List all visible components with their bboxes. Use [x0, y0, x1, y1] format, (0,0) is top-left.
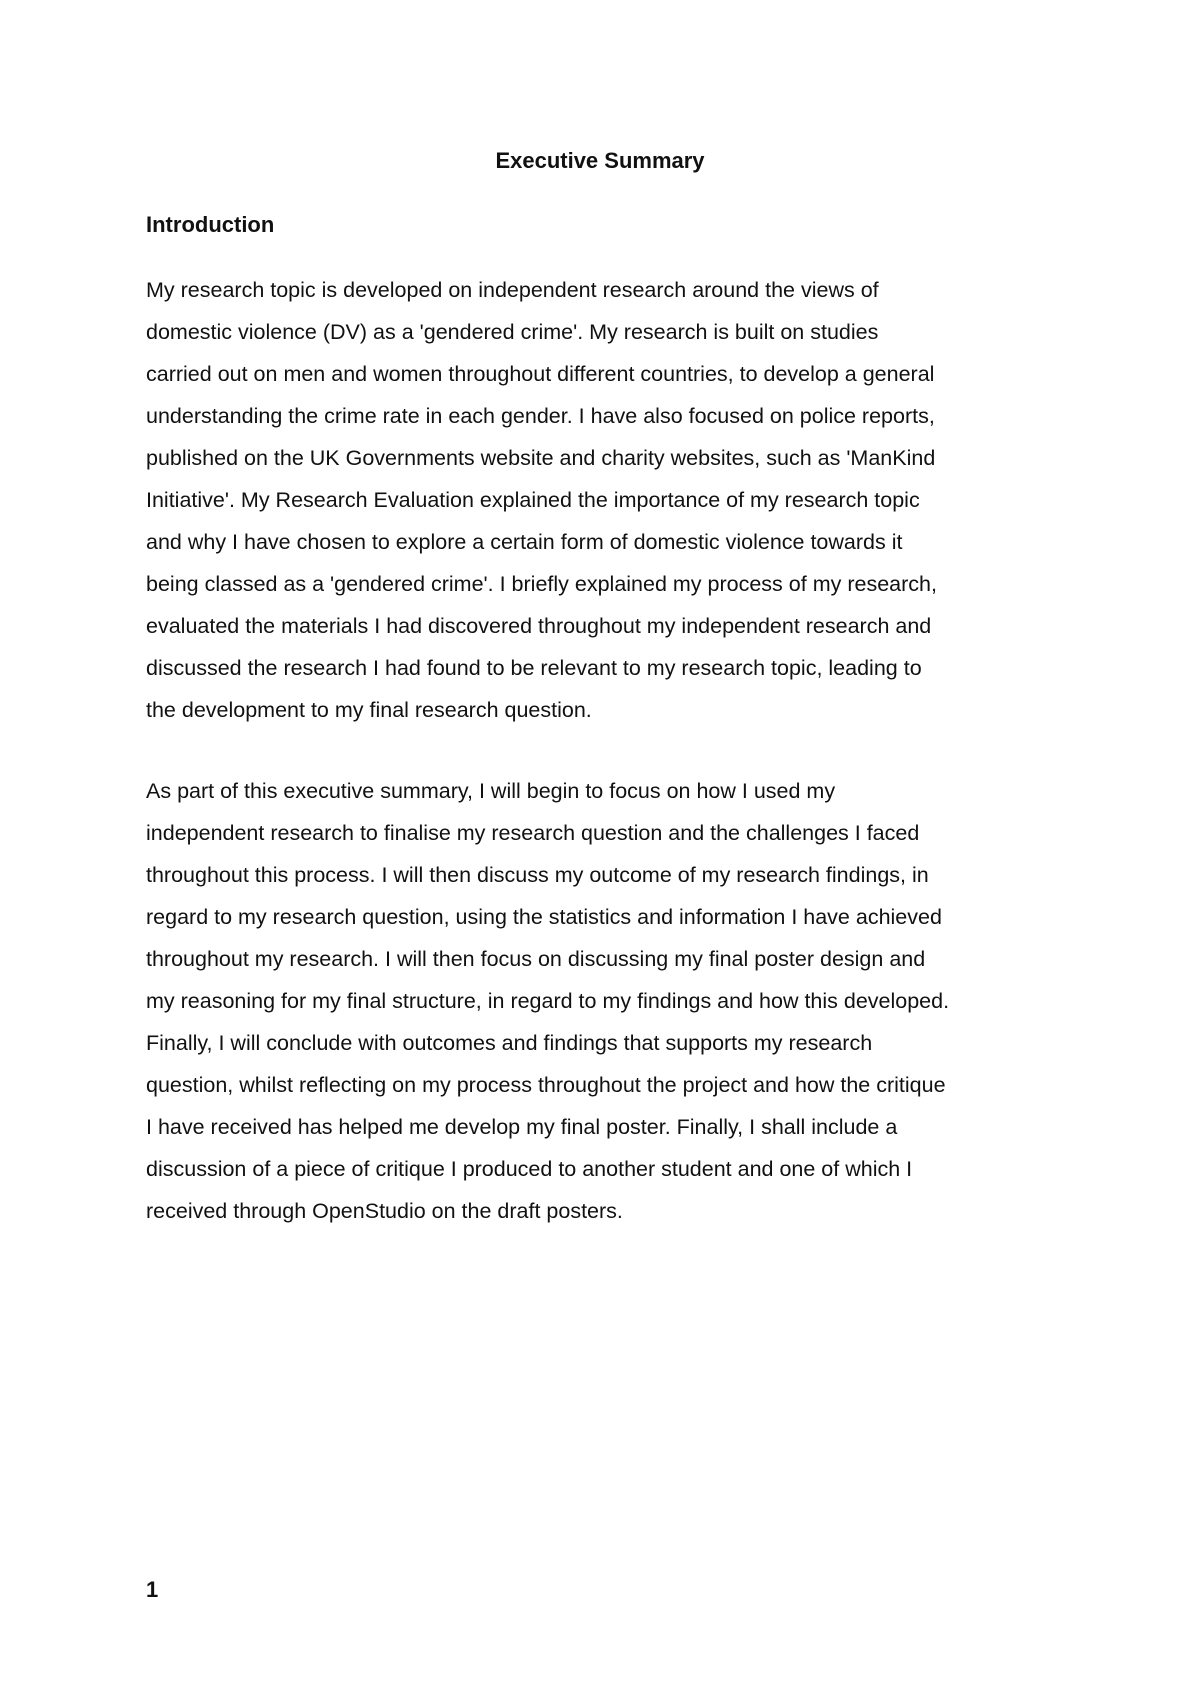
paragraph-line: received through OpenStudio on the draft posters. [146, 1199, 623, 1223]
paragraph-line: domestic violence (DV) as a 'gendered crime'. My research is built on studies [146, 320, 879, 344]
paragraph-line: regard to my research question, using the statistics and information I have achieved [146, 905, 942, 929]
paragraph-line: As part of this executive summary, I will begin to focus on how I used my [146, 779, 836, 803]
document-title: Executive Summary [495, 148, 705, 173]
paragraph-line: discussed the research I had found to be relevant to my research topic, leading to [146, 656, 922, 680]
paragraph-line: Finally, I will conclude with outcomes and findings that supports my research [146, 1031, 873, 1055]
paragraph-line: the development to my final research question. [146, 698, 592, 722]
paragraph-line: being classed as a 'gendered crime'. I briefly explained my process of my research, [146, 572, 937, 596]
paragraph-line: my reasoning for my final structure, in regard to my findings and how this developed. [146, 989, 950, 1013]
paragraph-line: question, whilst reflecting on my process throughout the project and how the critique [146, 1073, 946, 1097]
paragraph-line: understanding the crime rate in each gender. I have also focused on police reports, [146, 404, 935, 428]
paragraph-line: carried out on men and women throughout different countries, to develop a general [146, 362, 935, 386]
paragraph-line: independent research to finalise my research question and the challenges I faced [146, 821, 920, 845]
paragraph-line: My research topic is developed on independent research around the views of [146, 278, 879, 302]
paragraph-line: discussion of a piece of critique I produced to another student and one of which I [146, 1157, 913, 1181]
paragraph-line: evaluated the materials I had discovered throughout my independent research and [146, 614, 932, 638]
paragraph-line: throughout this process. I will then discuss my outcome of my research findings, in [146, 863, 929, 887]
paragraph-1 [146, 269, 1076, 731]
page-number: 1 [146, 1577, 159, 1602]
paragraph-line: published on the UK Governments website and charity websites, such as 'ManKind [146, 446, 936, 470]
paragraph-line: Initiative'. My Research Evaluation explained the importance of my research topic [146, 488, 920, 512]
paragraph-line: I have received has helped me develop my final poster. Finally, I shall include a [146, 1115, 898, 1139]
section-heading-introduction: Introduction [146, 212, 275, 237]
paragraph-line: throughout my research. I will then focus on discussing my final poster design and [146, 947, 926, 971]
paragraph-line: and why I have chosen to explore a certain form of domestic violence towards it [146, 530, 903, 554]
paragraph-2 [146, 770, 1076, 1232]
